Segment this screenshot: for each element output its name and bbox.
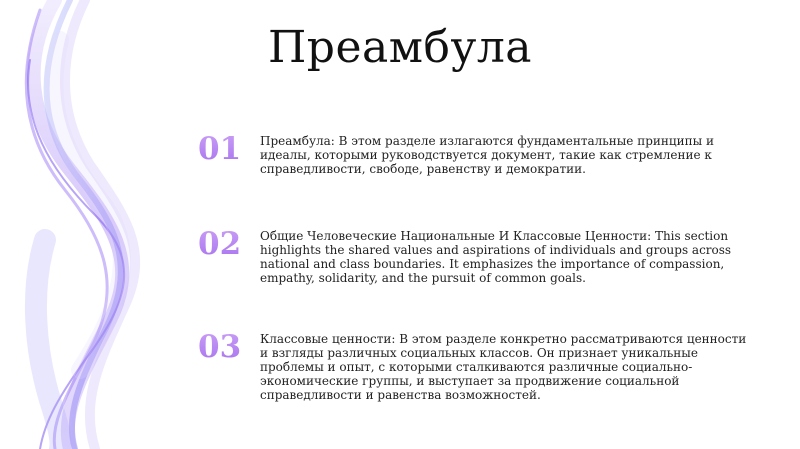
- item-text: Общие Человеческие Национальные И Классовые Ценности: This section highlights the shared values and aspirations of individuals and groups across national and class boundaries. It emphasizes the importance of compassion, empathy, solidarity, and the pursuit of common goals.: [260, 229, 732, 285]
- item-number: 03: [198, 330, 250, 364]
- item-number: 02: [198, 227, 250, 261]
- item-text: Преамбула: В этом разделе излагаются фундаментальные принципы и идеалы, которыми руководствуется документ, такие как стремление к справедливости, свободе, равенству и демократии.: [260, 134, 714, 176]
- slide-title: Преамбула: [267, 22, 533, 73]
- item-text: Классовые ценности: В этом разделе конкретно рассматриваются ценности и взгляды различных социальных классов. Он признает уникальные проблемы и опыт, с которыми сталкиваются различные социально-экономические группы, и выступает за продвижение социальной справедливости и равенства возможностей.: [260, 332, 747, 402]
- item-number: 01: [198, 132, 250, 166]
